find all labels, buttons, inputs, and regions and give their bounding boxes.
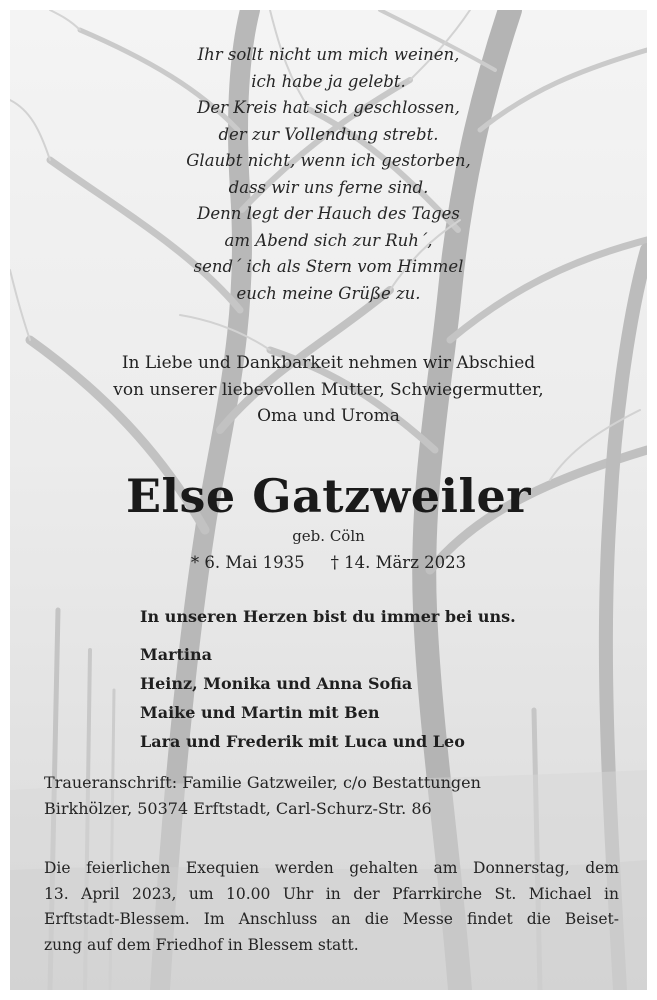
obituary-notice [10, 10, 647, 990]
death-date: † 14. März 2023 [330, 553, 467, 572]
mourner-line: Heinz, Monika und Anna Sofia [140, 674, 413, 693]
intro-line: von unserer liebevollen Mutter, Schwiegermutter, [113, 379, 544, 400]
service-line: zung auf dem Friedhof in Blessem statt. [44, 935, 359, 954]
mourners-list [140, 640, 465, 756]
mourner-line: Lara und Frederik mit Luca und Leo [140, 732, 465, 751]
poem-line: euch meine Grüße zu. [236, 283, 421, 303]
poem [10, 42, 647, 307]
mourner-line: Maike und Martin mit Ben [140, 703, 380, 722]
poem-line: send´ ich als Stern vom Himmel [193, 257, 464, 276]
service-line: 13. April 2023, um 10.00 Uhr in der Pfarrkirche St. Michael in [44, 884, 619, 903]
poem-line: Denn legt der Hauch des Tages [197, 204, 460, 223]
funeral-service-info [44, 856, 619, 958]
intro-line: In Liebe und Dankbarkeit nehmen wir Abschied [121, 353, 536, 373]
poem-line: dass wir uns ferne sind. [228, 177, 429, 197]
intro-line: Oma und Uroma [257, 406, 400, 426]
life-dates [10, 551, 647, 575]
address-line: Traueranschrift: Familie Gatzweiler, c/o Bestattungen [44, 773, 481, 792]
mourner-line: Martina [140, 645, 212, 664]
poem-line: Glaubt nicht, wenn ich gestorben, [186, 151, 471, 170]
deceased-name: Else Gatzweiler [126, 469, 531, 523]
birth-name: geb. Cöln [292, 527, 365, 545]
poem-line: Ihr sollt nicht um mich weinen, [197, 45, 460, 64]
mourning-address [44, 770, 481, 822]
poem-line: der zur Vollendung strebt. [218, 124, 439, 144]
poem-line: am Abend sich zur Ruh´, [224, 230, 433, 250]
poem-line: ich habe ja gelebt. [251, 71, 406, 91]
mourners-heading: In unseren Herzen bist du immer bei uns. [140, 607, 516, 626]
birth-date: * 6. Mai 1935 [190, 553, 305, 572]
address-line: Birkhölzer, 50374 Erftstadt, Carl-Schurz-Str. 86 [44, 799, 432, 818]
service-line: Erftstadt-Blessem. Im Anschluss an die Messe findet die Beiset- [44, 910, 619, 928]
farewell-intro [10, 350, 647, 430]
poem-line: Der Kreis hat sich geschlossen, [197, 98, 460, 117]
service-line: Die feierlichen Exequien werden gehalten am Donnerstag, dem [44, 859, 619, 877]
